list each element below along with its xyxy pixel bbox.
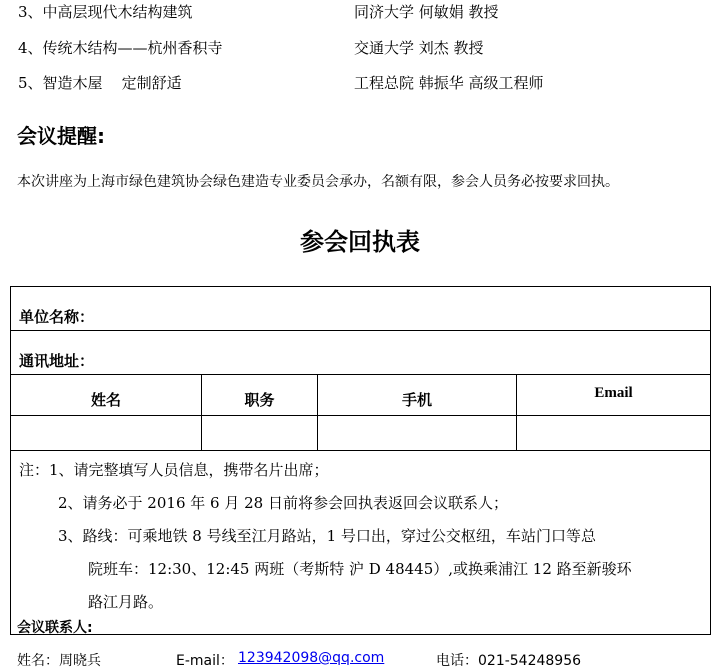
reminder-heading: 会议提醒: [17, 124, 105, 148]
lecture-item [18, 38, 223, 58]
lecture-speaker: 同济大学 何敏娟 教授 [354, 3, 499, 21]
lecture-number: 5、 [18, 74, 43, 92]
contact-email-link[interactable]: 123942098@qq.com [238, 650, 385, 666]
column-header-email: Email [517, 375, 711, 416]
email-cell[interactable] [517, 416, 711, 451]
column-header-mobile: 手机 [318, 375, 517, 416]
lecture-item [18, 2, 193, 22]
table-header-row [11, 375, 711, 416]
contact-phone: 电话：021-54248956 [436, 653, 582, 669]
mobile-cell[interactable] [318, 416, 517, 451]
unit-label: 单位名称： [19, 308, 95, 326]
receipt-table [10, 286, 711, 635]
note-line: 2、请务必于 2016 年 6 月 28 日前将参会回执表返回会议联系人； [58, 494, 508, 512]
contact-name: 姓名：周晓兵 [17, 653, 101, 669]
unit-field[interactable] [11, 287, 711, 331]
column-header-position: 职务 [202, 375, 318, 416]
unit-row [11, 287, 711, 331]
address-label: 通讯地址： [19, 352, 95, 370]
position-cell[interactable] [202, 416, 318, 451]
form-title: 参会回执表 [300, 228, 420, 256]
lecture-number: 4、 [18, 39, 43, 57]
note-line: 注：1、请完整填写人员信息，携带名片出席； [19, 461, 329, 479]
lecture-number: 3、 [18, 3, 43, 21]
lecture-topic: 中高层现代木结构建筑 [42, 3, 193, 21]
notes-row [11, 451, 711, 635]
lecture-item [18, 73, 182, 93]
table-row [11, 416, 711, 451]
lecture-speaker: 工程总院 韩振华 高级工程师 [354, 74, 544, 92]
contact-heading: 会议联系人: [17, 620, 93, 636]
address-field[interactable] [11, 331, 711, 375]
lecture-topic: 智造木屋 定制舒适 [42, 74, 182, 92]
column-header-name: 姓名 [11, 375, 202, 416]
note-line: 3、路线：可乘地铁 8 号线至江月路站，1 号口出，穿过公交枢纽，车站门口等总 [58, 527, 596, 545]
note-line: 院班车：12:30、12:45 两班（考斯特 沪 D 48445）,或换乘浦江 12 路至新骏环 [88, 560, 632, 578]
name-cell[interactable] [11, 416, 202, 451]
lecture-speaker: 交通大学 刘杰 教授 [354, 39, 484, 57]
contact-email-label: E-mail： [176, 653, 234, 669]
address-row [11, 331, 711, 375]
note-line: 路江月路。 [88, 593, 164, 611]
reminder-text: 本次讲座为上海市绿色建筑协会绿色建造专业委员会承办，名额有限，参会人员务必按要求回执。 [17, 174, 619, 190]
notes-cell [11, 451, 711, 635]
lecture-topic: 传统木结构——杭州香积寺 [42, 39, 223, 57]
